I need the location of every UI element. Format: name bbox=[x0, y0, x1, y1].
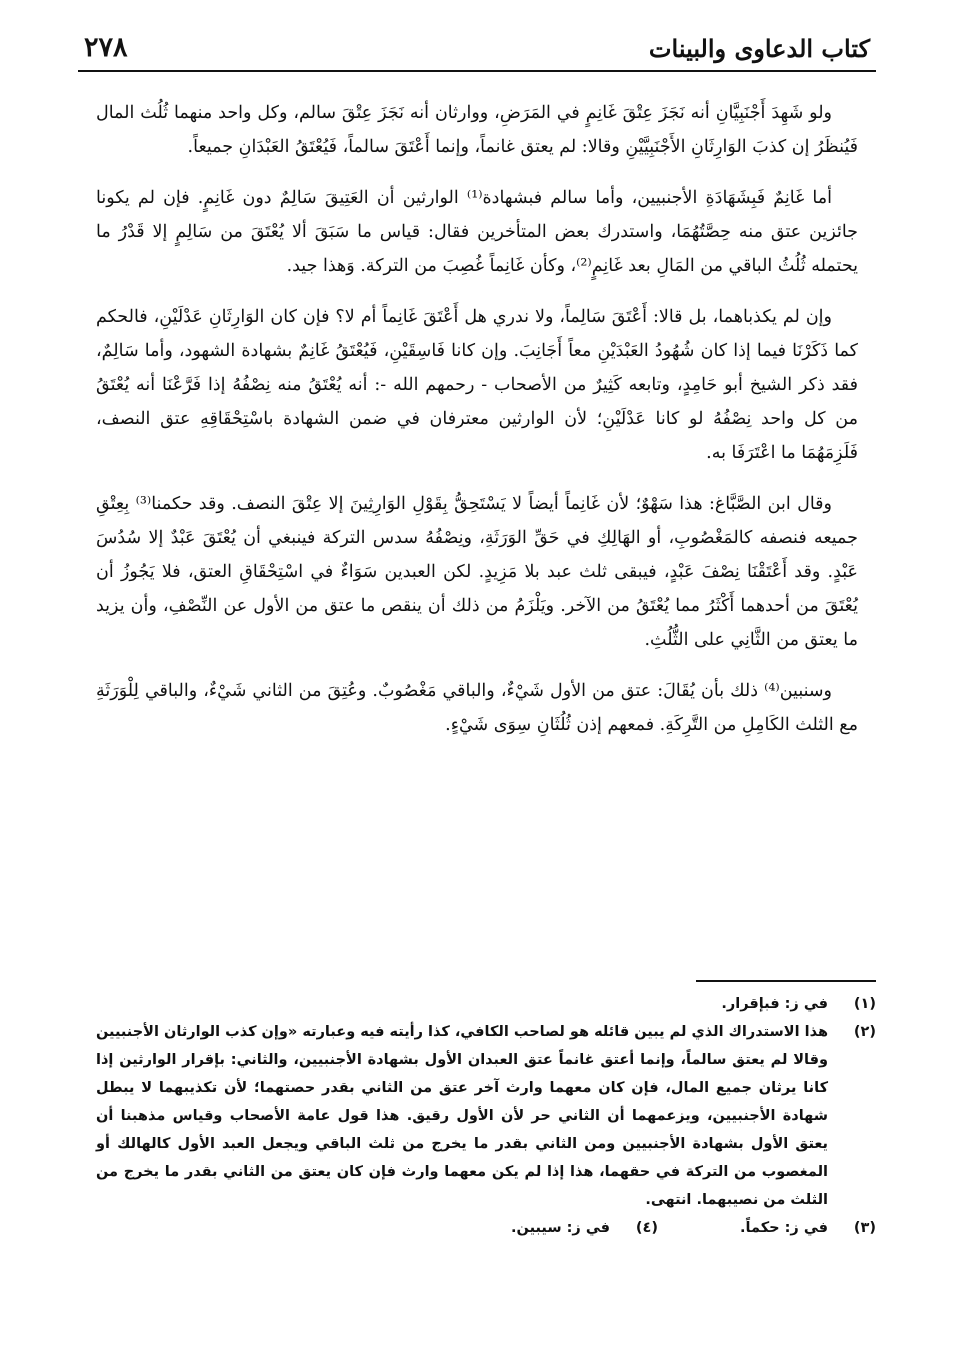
page-number: ٢٧٨ bbox=[84, 32, 128, 63]
footnote bbox=[96, 1018, 876, 1214]
footnotes bbox=[96, 990, 876, 1242]
footnote bbox=[96, 990, 876, 1018]
footnote-number: (٣) bbox=[853, 1220, 876, 1236]
page-header bbox=[78, 28, 876, 72]
paragraph: وإن لم يكذباهما، بل قالا: أَعْتَقَ سَالِماً، ولا ندري هل أَعْتَقَ غَانِماً أم لا؟ فإن كان الوَارِثَانِ عَدْلَيْنِ، فالحكم كما ذَكَرْنَا فيما إذا كان شُهُودُ العَبْدَيْنِ معاً أَجَانِبَ. وإن كانا فَاسِقَيْنِ، فَيُعْتَقُ غَانِمٌ بشهادة الشهود، وأما سَالِمٌ، فقد ذكر الشيخ أبو حَامِدٍ، وتابعه كَثِيرٌ من الأصحاب - رحمهم الله -: أنه يُعْتَقُ منه نِصْفُهُ إذا فَرَّعْنَا أنه يُعْتَقُ من كل واحد نِصْفُهُ لو كانا عَدْلَيْنِ؛ لأن الوارثين معترفان في ضمن الشهادة باسْتِحْقَاقِهِ عتق النصف، فَلَزِمَهُمَا ما اعْتَرَفَا به. bbox=[96, 307, 858, 463]
footnote-number: (٢) bbox=[853, 1024, 876, 1040]
footnote-number: (٤) bbox=[635, 1220, 658, 1236]
paragraph: وقال ابن الصَّبَّاغ: هذا سَهْوٌ؛ لأن غَانِماً أيضاً لا يَسْتَحِقُّ بِقَوْلِ الوَارِثِينَ إلا عِتْقَ النصف. وقد حكمنا⁽³⁾ بِعِتْقِ جميعه فنصفه كالمَغْصُوبِ، أو الهَالِكِ في حَقِّ الوَرَثَةِ، ونِصْفُهُ سدس التركة فينبغي أن يُعْتَقَ عَبْدٌ إلا سُدُسَ عَبْدٍ. وقد أَعْتَقْنَا نِصْفَ عَبْدٍ، فيبقى ثلث عبد بلا مَزِيدٍ. لكن العبدين سَوَاءٌ في اسْتِحْقَاقِ العتق، فلا يَجُوزُ أن يُعْتَقَ من أحدهما أَكْثَرُ مما يُعْتَقُ من الآخر. ويَلْزَمُ من ذلك أن ينقص ما عتق من الأول عن النِّصْفِ، وأن يزيد ما يعتق من الثَّانِي على الثُّلُثِ. bbox=[96, 494, 858, 650]
book-title: كتاب الدعاوى والبينات bbox=[648, 34, 870, 63]
body-text bbox=[96, 96, 858, 759]
footnote-text: في ز: سيبين. bbox=[511, 1220, 610, 1236]
footnote-separator bbox=[696, 980, 876, 982]
paragraph: وسنبين⁽⁴⁾ ذلك بأن يُقَالَ: عتق من الأول شَيْءٌ، والباقي مَغْصُوبٌ. وعُتِقَ من الثاني شَيْءٌ، والباقي لِلْوَرَثَةِ مع الثلث الكَامِلِ من التَّرِكَةِ. فمعهم إذن ثُلُثَانِ سِوَى شَيْءٍ. bbox=[96, 681, 858, 735]
footnote-text: في ز: حكماً. bbox=[740, 1220, 828, 1236]
footnote-number: (١) bbox=[853, 996, 876, 1012]
footnote-text: في ز: فبإقرار. bbox=[721, 996, 828, 1012]
paragraph: ولو شَهِدَ أَجْنَبِيَّانِ أنه نَجَزَ عِتْقَ غَانِمٍ في المَرَضِ، ووارثان أنه نَجَزَ عِتْقَ سالم، وكل واحد منهما ثُلُث المال فَيُنظَرُ إن كذبَ الوَارِثَانِ الأَجْنَبِيَّيْنِ وقالا: لم يعتق غانماً، وإنما أَعْتَقَ سالماً، فَيُعْتَقُ العَبْدَانِ جميعاً. bbox=[96, 103, 858, 157]
footnote-row bbox=[96, 1214, 876, 1242]
footnote-text: هذا الاستدراك الذي لم يبين قائله هو لصاحب الكافي، كذا رأيته فيه وعبارته «وإن كذب الوارثان الأجنبيين وقالا لم يعتق سالماً، وإنما أعتق غانماً عتق العبدان الأول بشهادة الأجنبيين، والثاني: بإقرار الوارثين إذا كانا يرثان جميع المال، فإن كان معهما وارث آخر عتق من الثاني بقدر حصتهما؛ لأن تكذيبهما لا يبطل شهادة الأجنبيين، ويزعمهما أن الثاني حر لأن الأول رقيق. هذا قول عامة الأصحاب وقياس مذهبنا أن يعتق الأول بشهادة الأجنبيين ومن الثاني بقدر ما يخرج من ثلث الباقي ويجعل العبد الأول كالهالك أو المغصوب من التركة في حقهما، هذا إذا لم يكن معهما وارث فإن كان يعتق من الثاني بقدر ما يخرج من الثلث من نصيبهما. انتهى. bbox=[96, 1024, 828, 1208]
paragraph: أما غَانِمٌ فَبِشَهَادَةِ الأجنبيين، وأما سالم فبشهادة⁽¹⁾ الوارثين أن العَتِيقَ سَالِمٌ دون غَانِمٍ. فإن لم يكونا جائزين عتق منه حِصَّتُهُمَا، واستدرك بعض المتأخرين فقال: قياس ما سَبَقَ ألا يُعْتَقَ من سَالِمٍ إلا قَدْرُ ما يحتمله ثُلُثُ الباقي من المَالِ بعد غَانِمٍ⁽²⁾، وكأن غَانِماً غُصِبَ من التركة. وَهذا جيد. bbox=[96, 188, 858, 276]
